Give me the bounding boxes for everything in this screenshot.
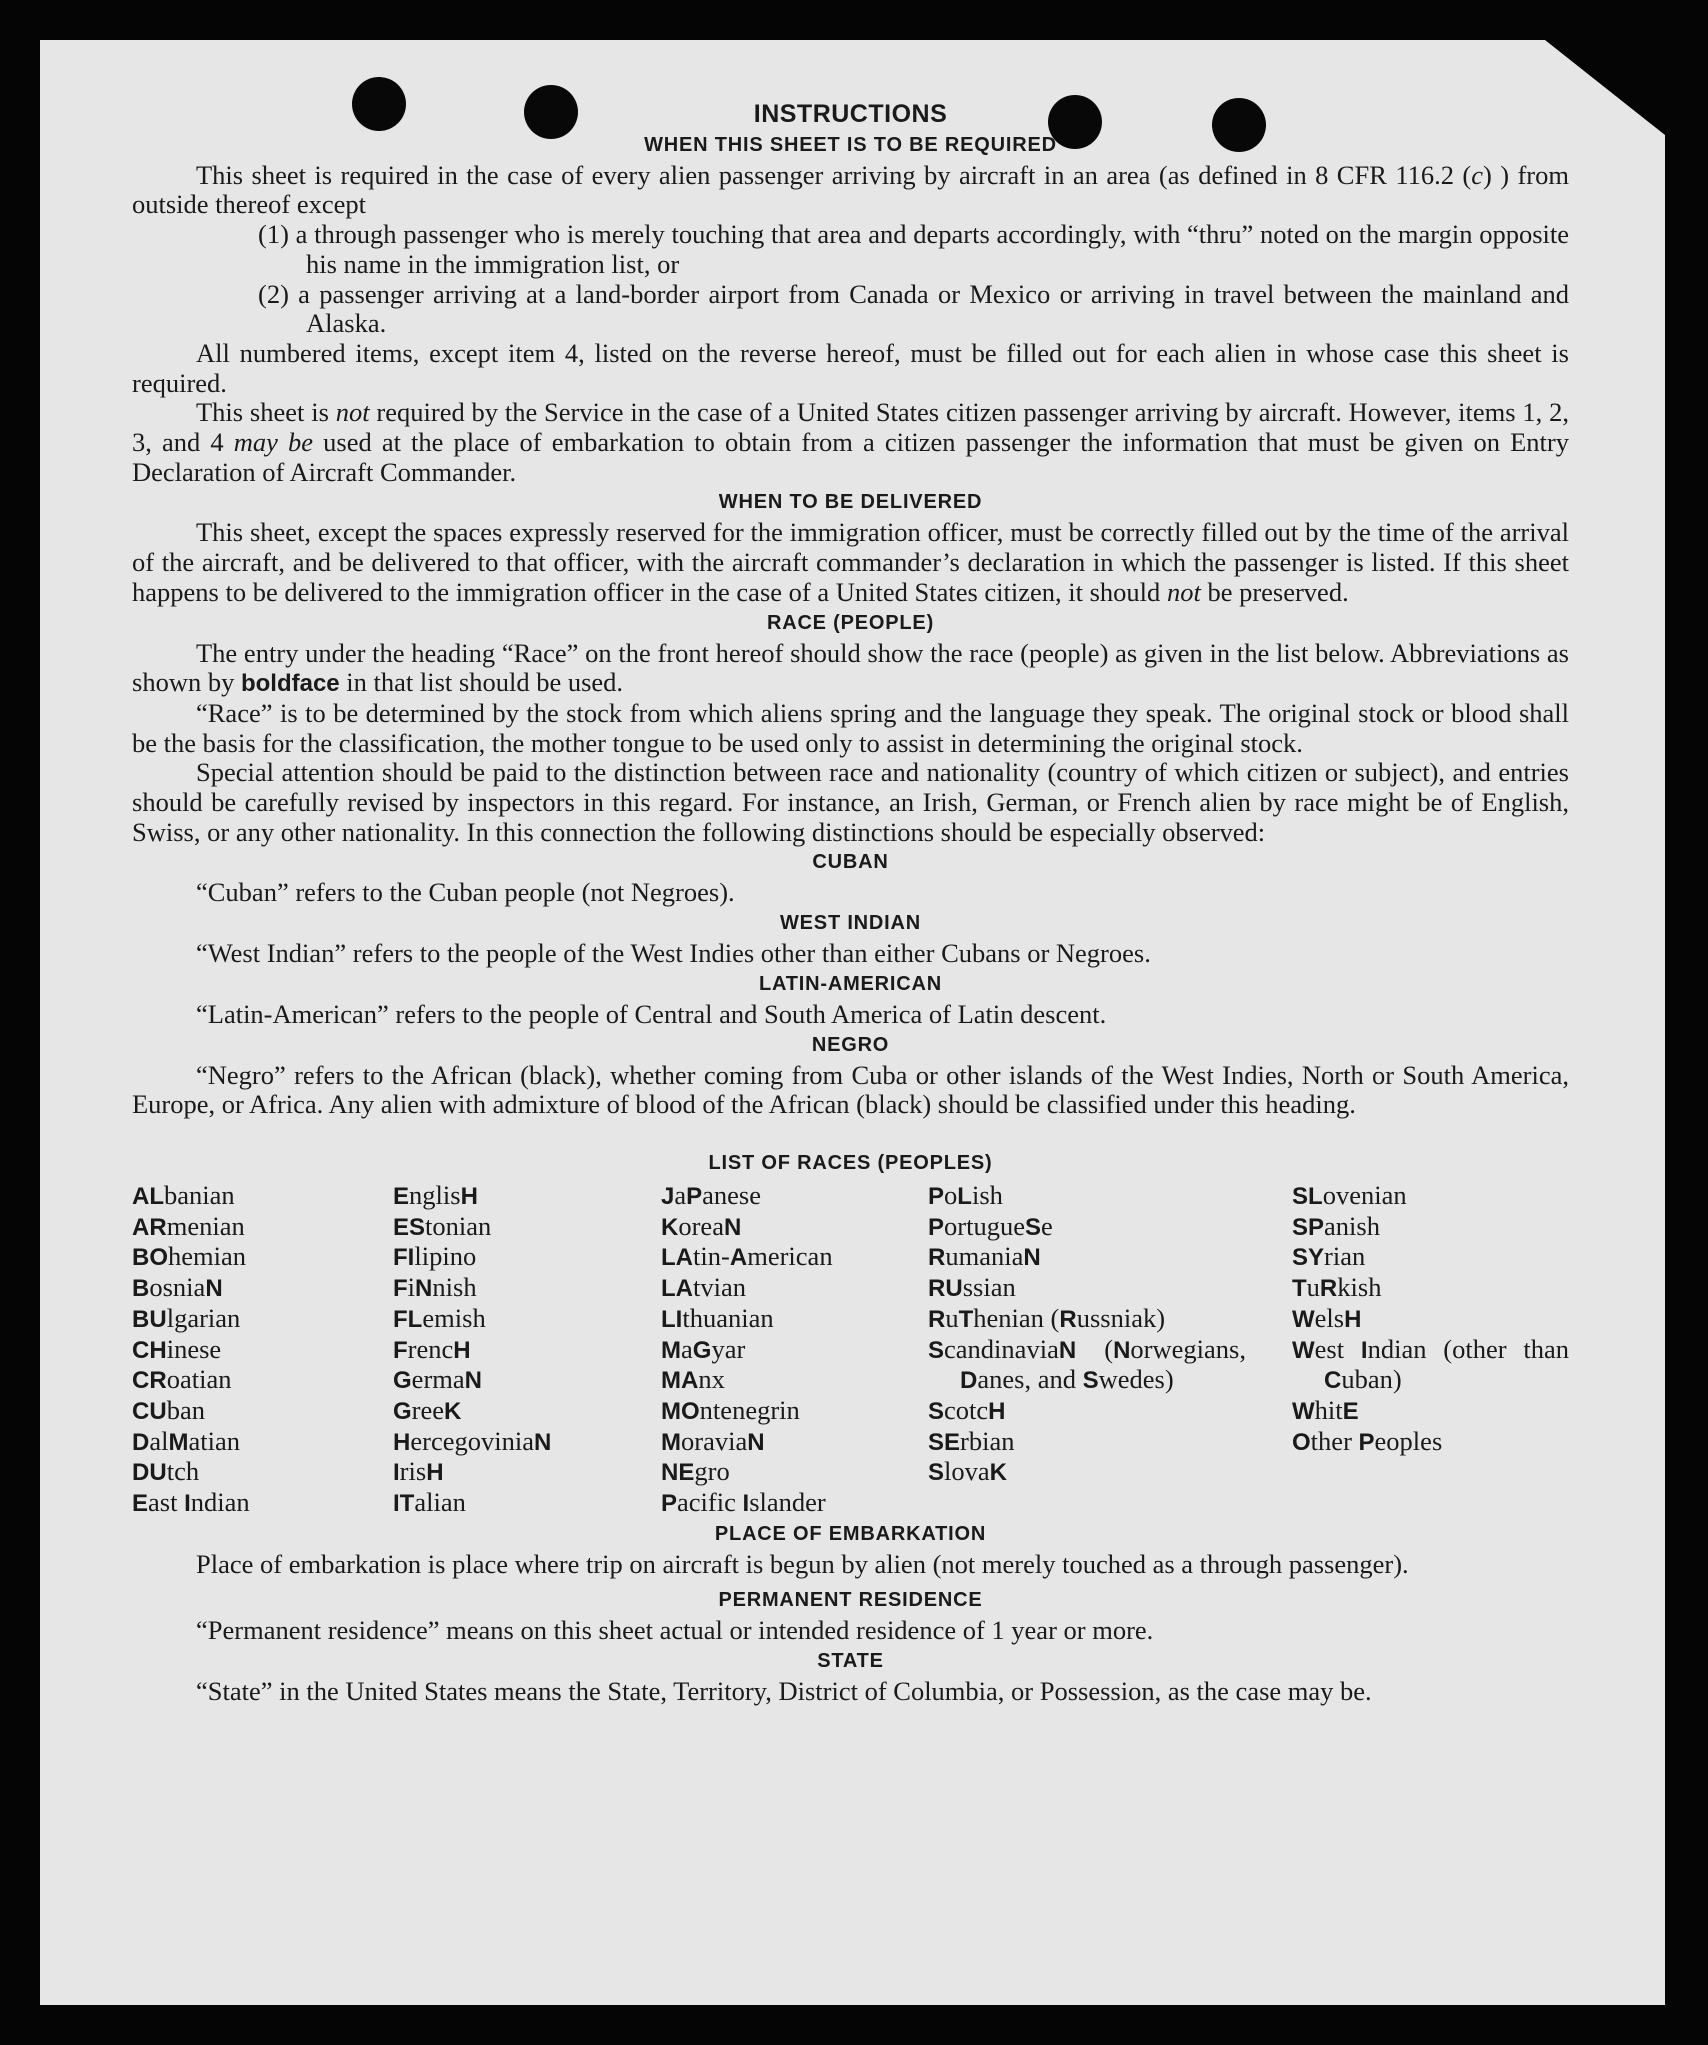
heading-delivered: WHEN TO BE DELIVERED <box>718 491 983 514</box>
document-sheet <box>40 40 1665 2005</box>
race-entry: SlovaK <box>928 1456 1007 1487</box>
cuban-definition: “Cuban” refers to the Cuban people (not Negroes). <box>196 877 735 908</box>
heading-west-indian: WEST INDIAN <box>779 912 922 935</box>
race-entry: BosniaN <box>132 1272 223 1303</box>
delivered-paragraph: This sheet, except the spaces expressly reserved for the immigration officer, must be correctly filled out by the time of the arrival of the aircraft, and be delivered to that officer, with the aircraft commander’s declaration in which the passenger is listed. If this sheet happens to be delivered to the immigration officer in the case of a United States citizen, it should not be preserved. <box>132 517 1569 607</box>
race-entry: MaGyar <box>661 1333 746 1364</box>
race-entry: BUlgarian <box>132 1302 241 1333</box>
race-entry: EStonian <box>393 1210 492 1241</box>
race-entry: FLemish <box>393 1302 486 1333</box>
residence-paragraph: “Permanent residence” means on this sheet actual or intended residence of 1 year or more. <box>196 1615 1154 1646</box>
race-entry: IrisH <box>393 1456 444 1487</box>
races-column-1 <box>132 1181 393 1519</box>
race-entry: East Indian <box>132 1487 250 1518</box>
race-entry: MOntenegrin <box>661 1394 800 1425</box>
race-entry: PoLish <box>928 1179 1003 1210</box>
race-entry: Other Peoples <box>1292 1425 1443 1456</box>
race-entry: GreeK <box>393 1394 462 1425</box>
race-entry: KoreaN <box>661 1210 742 1241</box>
race-entry: DUtch <box>132 1456 200 1487</box>
race-entry: GermaN <box>393 1364 482 1395</box>
heading-race: RACE (PEOPLE) <box>766 611 935 634</box>
race-entry: SErbian <box>928 1425 1015 1456</box>
race-entry: FIlipino <box>393 1241 477 1272</box>
required-paragraph-3: This sheet is not required by the Service in the case of a United States citizen passenger arriving by aircraft. However, items 1, 2, 3, and 4 may be used at the place of embarkation to obtain from a citizen passenger the information that must be given on Entry Declaration of Aircraft Commander. <box>132 397 1569 487</box>
races-column-5 <box>1292 1181 1569 1519</box>
race-entry: MoraviaN <box>661 1425 765 1456</box>
page-title: INSTRUCTIONS <box>753 100 948 128</box>
race-entry: RUssian <box>928 1272 1016 1303</box>
required-paragraph-2: All numbered items, except item 4, listed on the reverse hereof, must be filled out for each alien in whose case this sheet is required. <box>132 337 1569 398</box>
race-entry: TuRkish <box>1292 1272 1382 1303</box>
race-entry: SPanish <box>1292 1210 1380 1241</box>
heading-latin-american: LATIN-AMERICAN <box>758 972 943 995</box>
race-entry: RuThenian (Russniak) <box>928 1302 1166 1333</box>
races-column-3 <box>661 1181 928 1519</box>
race-entry: ARmenian <box>132 1210 245 1241</box>
race-entry: RumaniaN <box>928 1241 1041 1272</box>
race-entry: BOhemian <box>132 1241 247 1272</box>
required-item-2: (2) a passenger arriving at a land-border airport from Canada or Mexico or arriving in travel between the mainland and Alaska. <box>258 278 1569 339</box>
races-column-4 <box>928 1181 1246 1519</box>
race-paragraph-1: The entry under the heading “Race” on the front hereof should show the race (people) as given in the list below. Abbreviations as shown by boldface in that list should be used. <box>132 637 1569 698</box>
required-paragraph-1: This sheet is required in the case of every alien passenger arriving by aircraft in an area (as defined in 8 CFR 116.2 (c) ) from outside thereof except <box>132 159 1569 220</box>
race-entry: WelsH <box>1292 1302 1362 1333</box>
race-entry: CHinese <box>132 1333 222 1364</box>
races-list <box>132 1181 1569 1519</box>
race-entry: SLovenian <box>1292 1179 1407 1210</box>
race-paragraph-3: Special attention should be paid to the distinction between race and nationality (country of which citizen or subject), and entries should be carefully revised by inspectors in this regard. For instance, an Irish, German, or French alien by race might be of English, Swiss, or any other nationality. In this connection the following distinctions should be especially observed: <box>132 757 1569 847</box>
heading-cuban: CUBAN <box>812 851 889 874</box>
embarkation-paragraph: Place of embarkation is place where trip on aircraft is begun by alien (not merely touched as a through passenger). <box>196 1548 1409 1579</box>
west-indian-definition: “West Indian” refers to the people of the West Indies other than either Cubans or Negroes. <box>196 938 1151 969</box>
race-entry: West Indian (other than Cuban) <box>1292 1333 1570 1395</box>
race-entry: WhitE <box>1292 1394 1359 1425</box>
race-entry: ALbanian <box>132 1179 235 1210</box>
race-entry: ITalian <box>393 1487 466 1518</box>
race-entry: DalMatian <box>132 1425 241 1456</box>
heading-list-of-races: LIST OF RACES (PEOPLES) <box>708 1151 993 1174</box>
required-item-1: (1) a through passenger who is merely touching that area and departs accordingly, with “thru” noted on the margin opposite his name in the immigration list, or <box>258 219 1569 279</box>
race-entry: LAtin-American <box>661 1241 833 1272</box>
race-entry: HercegoviniaN <box>393 1425 552 1456</box>
race-entry: ScandinaviaN (Norwegians, Danes, and Swedes) <box>928 1333 1246 1395</box>
races-column-2 <box>393 1181 661 1519</box>
heading-embarkation: PLACE OF EMBARKATION <box>714 1522 987 1545</box>
race-entry: ScotcH <box>928 1394 1006 1425</box>
heading-state: STATE <box>817 1650 884 1673</box>
heading-negro: NEGRO <box>811 1033 890 1056</box>
instructions-content <box>132 100 1569 1707</box>
race-entry: Pacific Islander <box>661 1487 826 1518</box>
race-entry: PortugueSe <box>928 1210 1053 1241</box>
latin-american-definition: “Latin-American” refers to the people of Central and South America of Latin descent. <box>196 998 1107 1029</box>
race-entry: JaPanese <box>661 1179 762 1210</box>
race-entry: MAnx <box>661 1364 725 1395</box>
heading-residence: PERMANENT RESIDENCE <box>718 1589 983 1612</box>
race-entry: SYrian <box>1292 1241 1366 1272</box>
negro-definition: “Negro” refers to the African (black), whether coming from Cuba or other islands of the West Indies, North or South America, Europe, or Africa. Any alien with admixture of blood of the African (black) should be classified under this heading. <box>132 1059 1569 1120</box>
race-entry: CUban <box>132 1394 205 1425</box>
race-paragraph-2: “Race” is to be determined by the stock from which aliens spring and the language they speak. The original stock or blood shall be the basis for the classification, the mother tongue to be used only to assist in determining the original stock. <box>132 697 1569 758</box>
race-entry: LAtvian <box>661 1272 747 1303</box>
race-entry: FiNnish <box>393 1272 477 1303</box>
race-entry: FrencH <box>393 1333 471 1364</box>
race-entry: LIthuanian <box>661 1302 774 1333</box>
state-paragraph: “State” in the United States means the State, Territory, District of Columbia, or Possession, as the case may be. <box>196 1676 1372 1707</box>
race-entry: EnglisH <box>393 1179 478 1210</box>
race-entry: NEgro <box>661 1456 730 1487</box>
race-entry: CRoatian <box>132 1364 232 1395</box>
heading-required: WHEN THIS SHEET IS TO BE REQUIRED <box>644 133 1057 156</box>
